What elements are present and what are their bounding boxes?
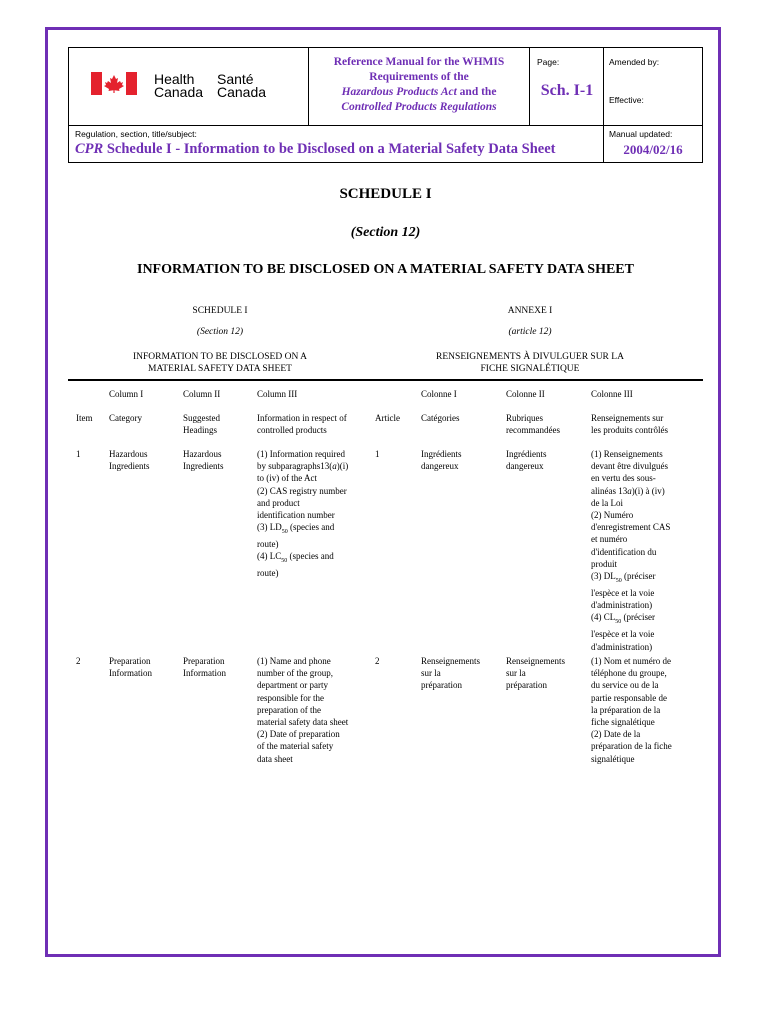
ref-title-act: Hazardous Products Act — [341, 86, 457, 98]
row1-item: 1 — [76, 449, 81, 459]
row2-category: Preparation Information — [109, 656, 152, 679]
page-label: Page: — [537, 57, 560, 67]
row1-category: Hazardous Ingredients — [109, 449, 150, 472]
sub-schedule-en: SCHEDULE I — [192, 306, 248, 316]
manual-updated-value: 2004/02/16 — [623, 142, 683, 157]
header-rubriques: Rubriques recommandées — [506, 413, 560, 436]
manual-updated-cell — [604, 125, 702, 162]
col-num-fr-1: Colonne I — [421, 389, 457, 399]
sub-schedule-fr: ANNEXE I — [507, 306, 553, 316]
col-num-1: Column I — [109, 389, 144, 399]
row1-heading: Hazardous Ingredients — [183, 449, 224, 472]
org-fr-line1: Santé — [217, 71, 254, 87]
row1-rubrique: Ingrédients dangereux — [506, 449, 547, 472]
col-num-fr-2: Colonne II — [506, 389, 545, 399]
regulation-cpr: CPR — [75, 141, 104, 157]
org-fr-line2: Canada — [217, 84, 267, 100]
regulation-title — [75, 141, 556, 158]
row1-information: (1) Information required by subparagraphs13(a)(i) to (iv) of the Act (2) CAS registry number and product identification number (3) $LD_{50}$ (species and route) (4) $LC_{50}$ (species and route) — [257, 449, 349, 579]
canada-flag-icon — [91, 72, 137, 95]
col-num-2: Column II — [183, 389, 221, 399]
manual-updated-label: Manual updated: — [609, 129, 673, 139]
page-cell — [530, 48, 604, 125]
header-article: Article — [375, 413, 400, 423]
ref-title-regulations: Controlled Products Regulations — [341, 101, 497, 113]
row1-article: 1 — [375, 449, 380, 459]
row2-heading: Preparation Information — [183, 656, 226, 679]
sub-section-en: (Section 12) — [196, 327, 244, 337]
info-heading: INFORMATION TO BE DISCLOSED ON A MATERIAL SAFETY DATA SHEET — [137, 262, 634, 277]
row1-renseignements: (1) Renseignements devant être divulgués en vertu des sous- alinéas 13a)(i) à (iv) de la Loi (2) Numéro d'enregistrement CAS et numéro d'identification du produit (3) $DL_{50}$ (préciser l'espèce et la voie d'administration) (4) $CL_{50}$ (préciser l'espèce et la voie d'administration) — [591, 449, 671, 652]
sub-info-fr: RENSEIGNEMENTS À DIVULGUER SUR LA FICHE SIGNALÉTIQUE — [436, 352, 624, 374]
org-en-line1: Health — [154, 71, 195, 87]
amended-label: Amended by: — [609, 57, 660, 67]
regulation-title-text: Schedule I - Information to be Disclosed on a Material Safety Data Sheet — [103, 141, 556, 157]
amended-cell — [604, 48, 702, 125]
col-num-3: Column III — [257, 389, 298, 399]
regulation-label: Regulation, section, title/subject: — [75, 129, 197, 139]
sub-info-en: INFORMATION TO BE DISCLOSED ON A MATERIAL SAFETY DATA SHEET — [132, 352, 308, 374]
row2-item: 2 — [76, 656, 81, 666]
effective-label: Effective: — [609, 95, 644, 105]
header-categories: Catégories — [421, 413, 460, 423]
header-item: Item — [76, 413, 93, 423]
ref-title-line2: Requirements of the — [369, 71, 469, 83]
row2-renseignements: (1) Nom et numéro de téléphone du groupe, du service ou de la partie responsable de la préparation de la fiche signalétique (2) Date de la préparation de la fiche signalétique — [591, 656, 672, 764]
row2-categorie: Renseignements sur la préparation — [421, 656, 480, 691]
document-header — [68, 47, 703, 163]
table-top-rule — [68, 379, 703, 381]
reference-manual-title — [309, 48, 530, 125]
row2-article: 2 — [375, 656, 380, 666]
header-suggested-headings: Suggested Headings — [183, 413, 220, 436]
header-renseignements: Renseignements sur les produits contrôlés — [591, 413, 668, 436]
page-value: Sch. I-1 — [540, 82, 594, 99]
regulation-cell — [69, 125, 604, 162]
ref-title-and: and the — [456, 86, 497, 98]
sub-section-fr: (article 12) — [508, 327, 552, 337]
section-heading: (Section 12) — [350, 225, 421, 240]
header-information: Information in respect of controlled products — [257, 413, 347, 436]
col-num-fr-3: Colonne III — [591, 389, 633, 399]
ref-title-line1: Reference Manual for the WHMIS — [333, 56, 505, 68]
schedule-heading: SCHEDULE I — [339, 186, 432, 202]
org-en-line2: Canada — [154, 84, 204, 100]
row2-rubrique: Renseignements sur la préparation — [506, 656, 565, 691]
health-canada-logo — [69, 48, 309, 125]
row2-information: (1) Name and phone number of the group, department or party responsible for the preparation of the material safety data sheet (2) Date of preparation of the material safety data sheet — [257, 656, 349, 764]
row1-categorie: Ingrédients dangereux — [421, 449, 462, 472]
header-category: Category — [109, 413, 142, 423]
